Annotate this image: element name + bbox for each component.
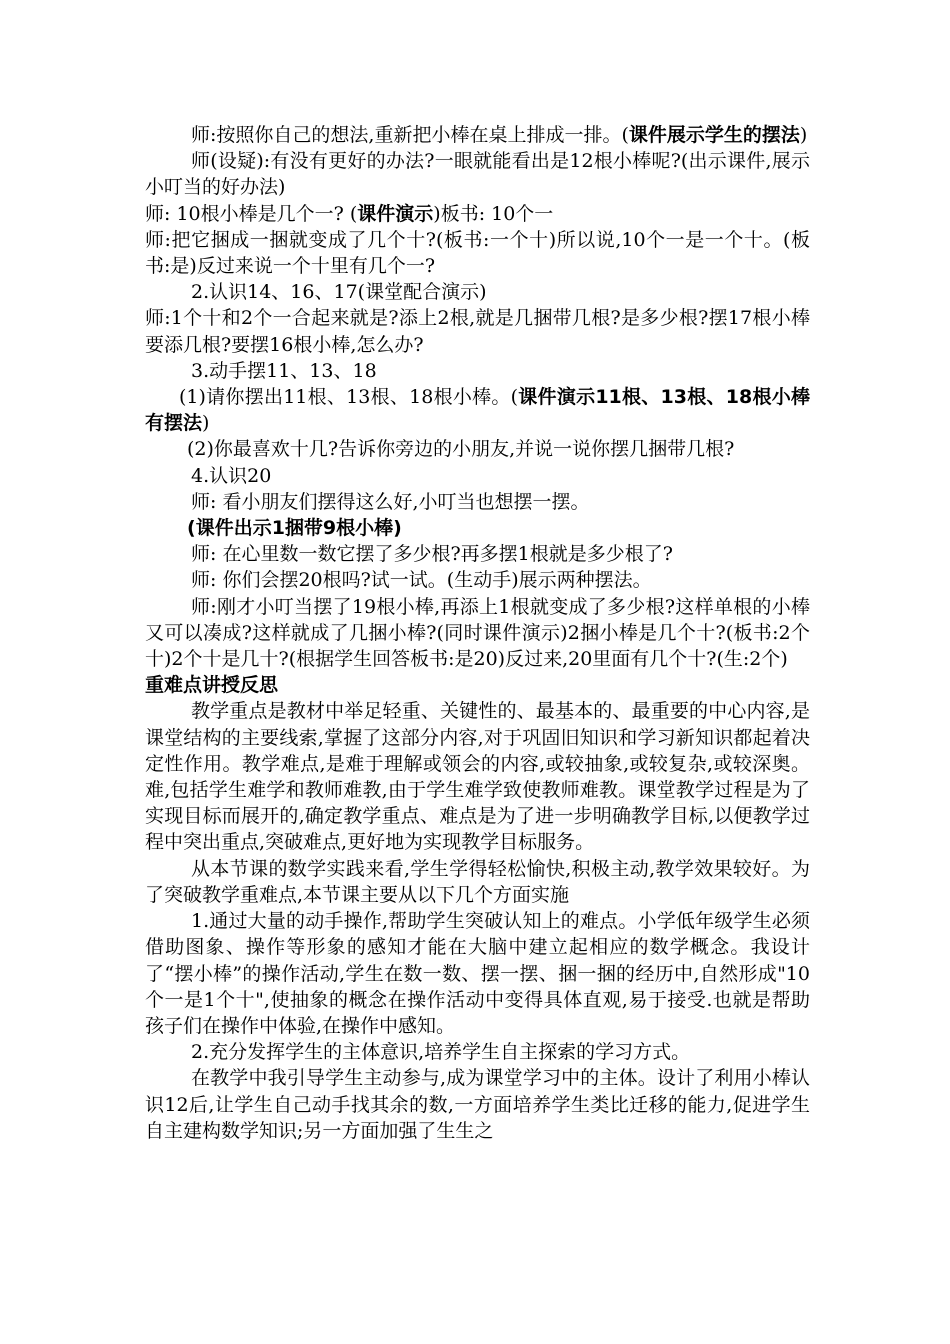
bold-text-run: 课件出示1捆带9根小棒 [195,517,394,540]
bold-text-run: 课件展示学生的摆法 [628,124,800,146]
bold-text-run: 课件演示11根、13根、18根小棒有摆法 [145,386,810,435]
bold-text-run: 课件演示 [357,202,434,225]
paragraph-12 [145,515,810,541]
paragraph-19: 2.充分发挥学生的主体意识,培养学生自主探索的学习方式。 [191,1041,691,1064]
paragraph-2: 师(设疑):有没有更好的办法?一眼就能看出是12根小棒呢?(出示课件,展示小叮当的好办法) [145,150,810,199]
paragraph-5: 2.认识14、16、17(课堂配合演示) [191,281,487,304]
paragraph-14: 师: 你们会摆20根吗?试一试。(生动手)展示两种摆法。 [191,569,652,592]
paragraph-11: 师: 看小朋友们摆得这么好,小叮当也想摆一摆。 [191,490,590,513]
paragraph-3 [145,201,810,227]
paragraph-1 [145,122,810,148]
paragraph-7: 3.动手摆11、13、18 [191,359,377,382]
text-run: 师: 10根小棒是几个一? ( [145,202,358,225]
paragraph-18: 1.通过大量的动手操作,帮助学生突破认知上的难点。小学低年级学生必须借助图象、操作等形象的感知才能在大脑中建立起相应的数学概念。我设计了“摆小棒”的操作活动,学生在数一数、摆一摆、捆一捆的经历中,自然形成"10个一是1个十",使抽象的概念在操作活动中变得具体直观,易于接受.也就是帮助孩子们在操作中体验,在操作中感知。 [145,910,810,1037]
text-run: ) [202,412,210,435]
bold-text-run: ) [393,517,402,540]
paragraph-16: 教学重点是教材中举足轻重、关键性的、最基本的、最重要的中心内容,是课堂结构的主要线索,掌握了这部分内容,对于巩固旧知识和学习新知识都起着决定性作用。教学难点,是难于理解或领会的内容,或较抽象,或较复杂,或较深奥。难,包括学生难学和教师难教,由于学生难学致使教师难教。课堂教学过程是为了实现目标而展开的,确定教学重点、难点是为了进一步明确教学目标,以便教学过程中突出重点,突破难点,更好地为实现教学目标服务。 [145,700,810,854]
paragraph-17: 从本节课的数学实践来看,学生学得轻松愉快,积极主动,教学效果较好。为了突破教学重难点,本节课主要从以下几个方面实施 [145,857,810,906]
text-run: (1)请你摆出11根、13根、18根小棒。( [179,386,519,409]
bold-text-run: ( [187,517,196,540]
text-run: )板书: 10个一 [433,202,554,225]
paragraph-8 [145,384,810,436]
section-heading: 重难点讲授反思 [145,674,279,697]
paragraph-10: 4.认识20 [191,464,272,487]
paragraph-4: 师:把它捆成一捆就变成了几个十?(板书:一个十)所以说,10个一是一个十。(板书:是)反过来说一个十里有几个一? [145,228,810,278]
paragraph-6: 师:1个十和2个一合起来就是?添上2根,就是几捆带几根?是多少根?摆17根小棒要添几根?要摆16根小棒,怎么办? [145,307,810,356]
document-page [145,122,810,1144]
paragraph-13: 师: 在心里数一数它摆了多少根?再多摆1根就是多少根了? [191,543,673,566]
paragraph-9: (2)你最喜欢十几?告诉你旁边的小朋友,并说一说你摆几捆带几根? [187,438,735,461]
paragraph-20: 在教学中我引导学生主动参与,成为课堂学习中的主体。设计了利用小棒认识12后,让学生自己动手找其余的数,一方面培养学生类比迁移的能力,促进学生自主建构数学知识;另一方面加强了生生之 [145,1067,810,1142]
paragraph-15: 师:刚才小叮当摆了19根小棒,再添上1根就变成了多少根?这样单根的小棒又可以凑成?这样就成了几捆小棒?(同时课件演示)2捆小棒是几个十?(板书:2个十)2个十是几十?(根据学生回答板书:是20)反过来,20里面有几个十?(生:2个) [145,595,810,671]
text-run: ) [799,124,808,146]
text-run: 师:按照你自己的想法,重新把小棒在桌上排成一排。( [191,124,629,146]
